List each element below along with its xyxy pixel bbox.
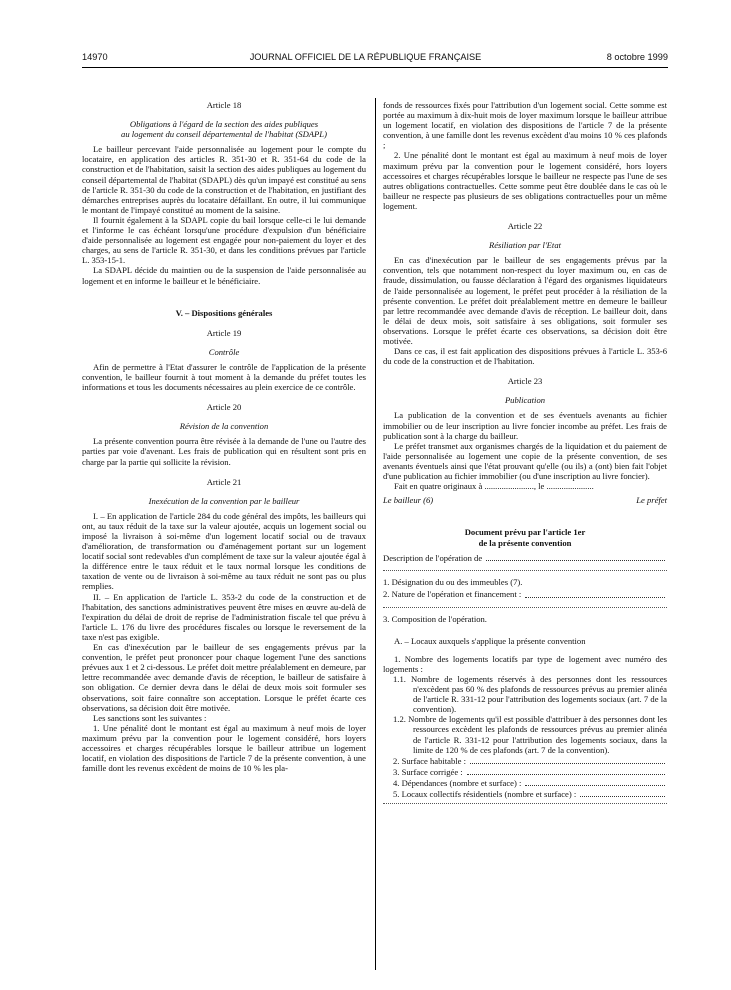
dotted-separator bbox=[383, 570, 667, 571]
paragraph: La publication de la convention et de ses éventuels avenants au fichier immobilier ou de leur inscription au livre foncier incombe au préfet. Les frais de publication sont à la charge du bailleur. bbox=[383, 410, 667, 441]
article-22-subtitle: Résiliation par l'Etat bbox=[488, 240, 562, 251]
item-a2-label: 2. Surface habitable : bbox=[393, 755, 467, 766]
description-label: Description de l'opération de bbox=[383, 553, 483, 564]
issue-date: 8 octobre 1999 bbox=[606, 52, 668, 62]
journal-title: JOURNAL OFFICIEL DE LA RÉPUBLIQUE FRANÇAISE bbox=[249, 52, 482, 62]
paragraph: La SDAPL décide du maintien ou de la suspension de l'aide personnalisée au logement et en informe le bailleur et le bénéficiaire. bbox=[82, 265, 366, 286]
article-18-subtitle-line-2: au logement du conseil départemental de l'habitat (SDAPL) bbox=[121, 129, 327, 140]
paragraph: Fait en quatre originaux à ......................., le ...................... bbox=[394, 481, 594, 492]
article-19-subtitle: Contrôle bbox=[208, 346, 240, 357]
article-18-subtitle bbox=[82, 119, 366, 139]
paragraph: II. – En application de l'article L. 353-2 du code de la construction et de l'habitation, des sanctions administratives peuvent être mises en œuvre au-delà de l'expiration du délai de droit de reprise de l'administration fiscale tel que prévu à l'article L. 176 du livre des procédures fiscales ou lorsque le reversement de la taxe n'est pas exigible. bbox=[82, 591, 366, 642]
section-v-title: V. – Dispositions générales bbox=[175, 307, 273, 318]
dotted-separator bbox=[383, 803, 667, 804]
dotted-leader bbox=[525, 778, 665, 786]
item-a4-line bbox=[383, 778, 667, 788]
paragraph: Le bailleur percevant l'aide personnalisée au logement pour le compte du locataire, en application des articles R. 351-30 et R. 351-64 du code de la construction et de l'habitation, saisit la section des aides publiques au logement du conseil départemental de l'habitat (SDAPL) dès qu'un impayé est constitué au sens de l'article R. 351-30 du code de la construction et de l'habitation, en justifiant des démarches entreprises auprès du locataire défaillant. En outre, il lui communique le montant de l'impayé constitué au moment de la saisine. bbox=[82, 144, 366, 215]
paragraph: Le préfet transmet aux organismes chargés de la liquidation et du paiement de l'aide personnalisée au logement une copie de la présente convention, de ses avenants éventuels ainsi que l'état prouvant qu'elle (ou ils) a (ont) bien fait l'objet d'une publication au fichier immobilier (ou d'une inscription au livre foncier). bbox=[383, 440, 667, 481]
signature-bailleur: Le bailleur (6) bbox=[383, 495, 434, 506]
paragraph: Les sanctions sont les suivantes : bbox=[93, 712, 207, 723]
paragraph: Il fournit également à la SDAPL copie du bail lorsque celle-ci le lui demande et l'informe le cas échéant lorsqu'une procédure d'expulsion d'un bénéficiaire d'aide personnalisée au logement est engagée pour non-paiement du loyer et des charges, au sens de l'article R. 351-30, et dans les conditions prévues par l'article L. 353-15-1. bbox=[82, 214, 366, 266]
item-3-line bbox=[383, 614, 667, 624]
article-20-subtitle: Révision de la convention bbox=[179, 421, 269, 432]
signature-prefet: Le préfet bbox=[636, 495, 667, 506]
item-1-2: 1.2. Nombre de logements qu'il est possible d'attribuer à des personnes dont les ressources excèdent les plafonds de ressources prévus au premier alinéa de l'article R. 331-12 pour l'attribution des logements sociaux, dans la limite de 120 % de ces plafonds (art. 7 de la convention). bbox=[393, 714, 667, 755]
item-1-line bbox=[383, 577, 667, 587]
item-2-line bbox=[383, 589, 667, 599]
item-a4-label: 4. Dépendances (nombre et surface) : bbox=[393, 777, 522, 788]
dotted-leader bbox=[467, 767, 665, 775]
item-a1: 1. Nombre des logements locatifs par type de logement avec numéro des logements : bbox=[383, 653, 667, 674]
paragraph: 1. Une pénalité dont le montant est égal au maximum à neuf mois de loyer maximum prévu par la convention pour le logement considéré, hors loyers accessoires et charges récupérables lorsque le bailleur attribue un logement locatif, en violation des dispositions de l'article 7 de la présente convention, à une famille dont les revenus excèdent de moins de 10 % les pla- bbox=[82, 722, 366, 774]
column-divider bbox=[375, 98, 376, 970]
item-a5-line bbox=[383, 789, 667, 799]
article-21-subtitle: Inexécution de la convention par le bailleur bbox=[148, 495, 300, 506]
paragraph: En cas d'inexécution par le bailleur de ses engagements prévus par la convention, tels que notamment non-respect du loyer maximum ou, en cas de fraude, dissimulation, ou fausse déclaration à l'égard des organismes liquidateurs de l'aide personnalisée au logement, le préfet peut procéder à la résiliation de la présente convention. Le préfet doit préalablement mettre en demeure le bailleur par lettre recommandée avec demande d'avis de réception. Le bailleur doit, dans le délai de deux mois, soit satisfaire à ses obligations, soit formuler ses observations. Lorsque le préfet écarte ces observations, sa décision doit être motivée. bbox=[383, 255, 667, 346]
article-18-title: Article 18 bbox=[206, 100, 242, 110]
article-19-title: Article 19 bbox=[206, 327, 242, 338]
item-a3-line bbox=[383, 767, 667, 777]
right-column bbox=[383, 100, 667, 810]
item-3-label: 3. Composition de l'opération. bbox=[383, 613, 487, 624]
signature-line bbox=[383, 495, 667, 505]
article-23-subtitle: Publication bbox=[504, 395, 546, 406]
document-title-line-2: de la présente convention bbox=[478, 537, 572, 548]
paragraph: Afin de permettre à l'Etat d'assurer le contrôle de l'application de la présente convention, le bailleur fournit à tout moment à la demande du préfet toutes les informations et tous les documents nécessaires au plein exercice de ce contrôle. bbox=[82, 361, 366, 393]
dotted-leader bbox=[580, 789, 665, 797]
article-21-title: Article 21 bbox=[206, 476, 242, 487]
item-a-heading: A. – Locaux auxquels s'applique la présente convention bbox=[394, 635, 586, 646]
article-23-title: Article 23 bbox=[507, 376, 543, 387]
paragraph: La présente convention pourra être révisée à la demande de l'une ou l'autre des parties par voie d'avenant. Les frais de publication qui en résultent sont pris en charge par la partie qui sollicite la révision. bbox=[82, 436, 366, 467]
item-1-1: 1.1. Nombre de logements réservés à des personnes dont les ressources n'excèdent pas 60 % des plafonds de ressources prévus au premier alinéa de l'article R. 331-12 pour l'attribution des logements sociaux (art. 7 de la convention). bbox=[393, 673, 667, 715]
item-a3-label: 3. Surface corrigée : bbox=[393, 766, 463, 777]
page-number: 14970 bbox=[82, 52, 108, 62]
paragraph: En cas d'inexécution par le bailleur de ses engagements prévus par la convention, le préfet peut prononcer pour chaque logement l'une des sanctions prévues aux 1 et 2 ci-dessous. Le préfet doit mettre préalablement en demeure, par lettre recommandée avec demande d'avis de réception, le bailleur de satisfaire à son obligation. Ce dernier devra dans le délai de deux mois soit formuler ses observations, soit faire connaître son acceptation. Lorsque le préfet écarte ces observations, sa décision doit être motivée. bbox=[82, 642, 366, 713]
article-20-title: Article 20 bbox=[206, 402, 242, 413]
paragraph: I. – En application de l'article 284 du code général des impôts, les bailleurs qui ont, au taux réduit de la taxe sur la valeur ajoutée, acquis un logement social ou imposé la livraison à soi-même d'un logement locatif social ou de travaux d'amélioration, de transformation ou d'aménagement portant sur un logement locatif social sont redevables d'un complément de taxe sur la valeur ajoutée égal à la différence entre le taux réduit et le taux normal lorsque les conditions de taxation de vente ou de livraison à soi-même au taux réduit ne sont pas ou plus remplies. bbox=[82, 510, 366, 592]
item-1-label: 1. Désignation du ou des immeubles (7). bbox=[383, 577, 523, 588]
page-header bbox=[0, 52, 731, 66]
paragraph: 2. Une pénalité dont le montant est égal au maximum à neuf mois de loyer maximum prévu par la convention pour le logement considéré, hors loyers accessoires et charges récupérables lorsque le bailleur ne respecte pas l'une de ses autres obligations contractuelles. Cette somme peut être doublée dans le cas où le bailleur ne respecte pas plusieurs de ses obligations contractuelles pour un même logement. bbox=[383, 150, 667, 211]
item-a2-line bbox=[383, 756, 667, 766]
dotted-leader bbox=[486, 553, 665, 561]
article-22-title: Article 22 bbox=[507, 221, 543, 232]
document-title bbox=[383, 527, 667, 548]
paragraph: Dans ce cas, il est fait application des dispositions prévues à l'article L. 353-6 du code de la construction et de l'habitation. bbox=[383, 346, 667, 367]
item-2-label: 2. Nature de l'opération et financement : bbox=[383, 589, 522, 600]
header-rule bbox=[82, 67, 668, 68]
description-line bbox=[383, 553, 667, 563]
document-title-line-1: Document prévu par l'article 1er bbox=[464, 527, 586, 538]
left-column bbox=[82, 100, 366, 773]
dotted-leader bbox=[470, 756, 665, 764]
article-18-subtitle-line-1: Obligations à l'égard de la section des aides publiques bbox=[129, 119, 319, 130]
item-a5-label: 5. Locaux collectifs résidentiels (nombre et surface) : bbox=[393, 788, 577, 799]
dotted-leader bbox=[525, 589, 665, 597]
dotted-separator bbox=[383, 607, 667, 608]
paragraph: fonds de ressources fixés pour l'attribution d'un logement social. Cette somme est portée au maximum à dix-huit mois de loyer maximum lorsque le bailleur attribue un logement locatif, en violation des dispositions de l'article 7 de la présente convention, à une famille dont les revenus excèdent d'au moins 10 % ces plafonds ; bbox=[383, 100, 667, 151]
